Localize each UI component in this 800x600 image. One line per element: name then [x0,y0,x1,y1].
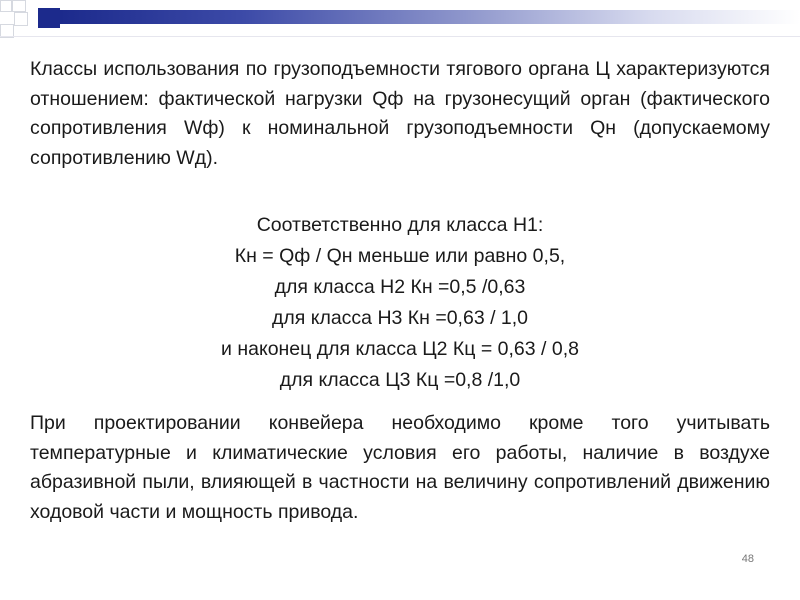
formula-line-h1: Кн = Qф / Qн меньше или равно 0,5, [234,245,566,267]
page-number: 48 [741,553,754,565]
formula-line-h2: для класса Н2 Кн =0,5 /0,63 [274,276,526,298]
intro-paragraph: Классы использования по грузоподъемности тягового органа Ц характеризуются отношением: фактической нагрузки Qф на грузонесущий орган (фактического сопротивления Wф) к номинальной грузоподъемности Qн (допускаемому сопротивлению Wд). [30,58,770,169]
decor-square-1 [0,0,12,12]
class-formulas [30,210,770,396]
design-note-paragraph: При проектировании конвейера необходимо кроме того учитывать температурные и климатические условия его работы, наличие в воздухе абразивной пыли, влияющей в частности на величину сопротивлений движению ходовой части и мощность привода. [30,412,770,523]
decor-square-3 [14,12,28,26]
formula-line-heading: Соответственно для класса Н1: [256,214,544,236]
formula-line-h3: для класса Н3 Кн =0,63 / 1,0 [271,307,529,329]
formula-line-c2: и наконец для класса Ц2 Кц = 0,63 / 0,8 [221,338,579,360]
decor-square-2 [12,0,26,12]
header-divider [0,36,800,37]
formula-line-c3: для класса Ц3 Кц =0,8 /1,0 [279,369,521,391]
header-gradient-bar [60,10,800,24]
decor-square-accent [38,8,60,28]
